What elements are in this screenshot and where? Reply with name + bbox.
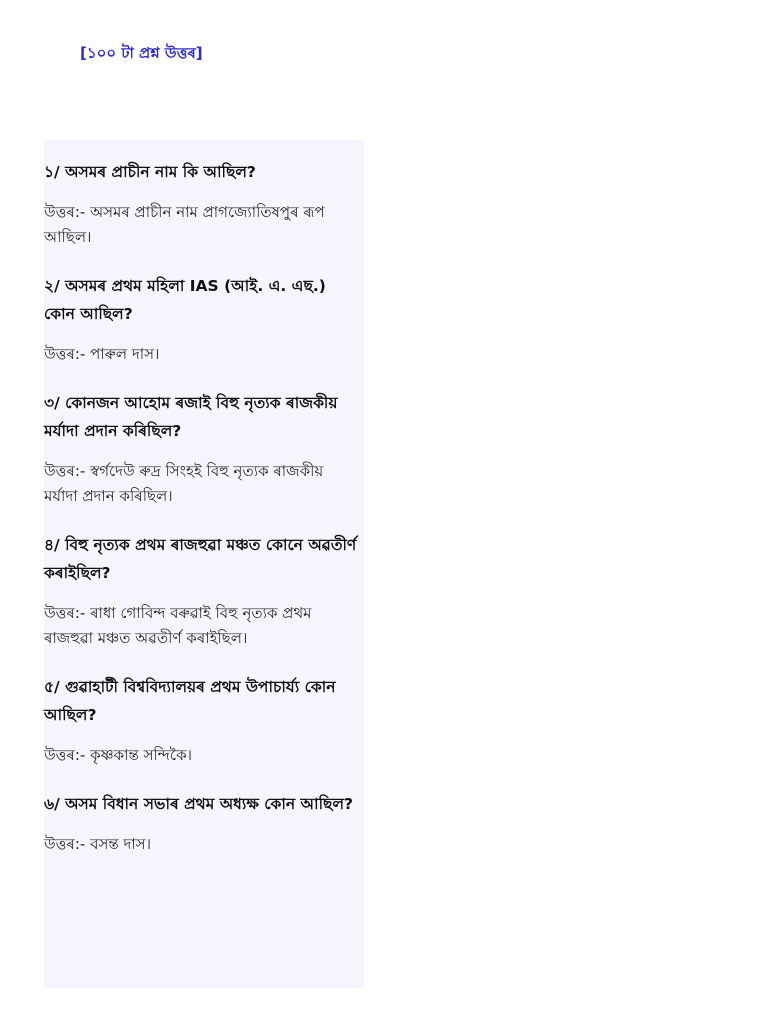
qa-item — [44, 272, 360, 367]
answer-text: উত্তৰ:- স্বৰ্গদেউ ৰুদ্ৰ সিংহই বিহু নৃত্যক ৰাজকীয় মৰ্যাদা প্ৰদান কৰিছিল। — [44, 462, 324, 505]
qa-item — [44, 790, 360, 857]
qa-item — [44, 158, 360, 250]
answer-text: উত্তৰ:- কৃষ্ণকান্ত সন্দিকৈ। — [44, 746, 192, 764]
qa-panel — [44, 140, 364, 988]
answer-text: উত্তৰ:- বসন্ত দাস। — [44, 835, 151, 853]
qa-list — [44, 158, 360, 879]
header-link[interactable]: [১০০ টা প্ৰশ্ন উত্তৰ] — [80, 44, 203, 62]
answer-text: উত্তৰ:- পাৰুল দাস। — [44, 345, 160, 363]
qa-item — [44, 673, 360, 768]
question-text: ৩/ কোনজন আহোম ৰজাই বিহু নৃত্যক ৰাজকীয় মৰ্যাদা প্ৰদান কৰিছিল? — [44, 394, 338, 440]
qa-item — [44, 531, 360, 651]
answer-text: উত্তৰ:- অসমৰ প্ৰাচীন নাম প্ৰাগজ্যোতিষপুৰ ৰূপ আছিল। — [44, 203, 325, 246]
qa-item — [44, 389, 360, 509]
question-text: ৬/ অসম বিধান সভাৰ প্ৰথম অধ্যক্ষ কোন আছিল? — [44, 795, 353, 813]
question-text: ৪/ বিহু নৃত্যক প্ৰথম ৰাজহুৱা মঞ্চত কোনে অৱতীৰ্ণ কৰাইছিল? — [44, 536, 357, 582]
answer-text: উত্তৰ:- ৰাধা গোবিন্দ বৰুৱাই বিহু নৃত্যক প্ৰথম ৰাজহুৱা মঞ্চত অৱতীৰ্ণ কৰাইছিল। — [44, 604, 312, 647]
question-text: ১/ অসমৰ প্ৰাচীন নাম কি আছিল? — [44, 163, 256, 181]
question-text: ৫/ গুৱাহাটী বিশ্ববিদ্যালয়ৰ প্ৰথম উপাচাৰ্য্য কোন আছিল? — [44, 678, 336, 724]
question-text: ২/ অসমৰ প্ৰথম মহিলা IAS (আই. এ. এছ.) কোন আছিল? — [44, 277, 326, 323]
